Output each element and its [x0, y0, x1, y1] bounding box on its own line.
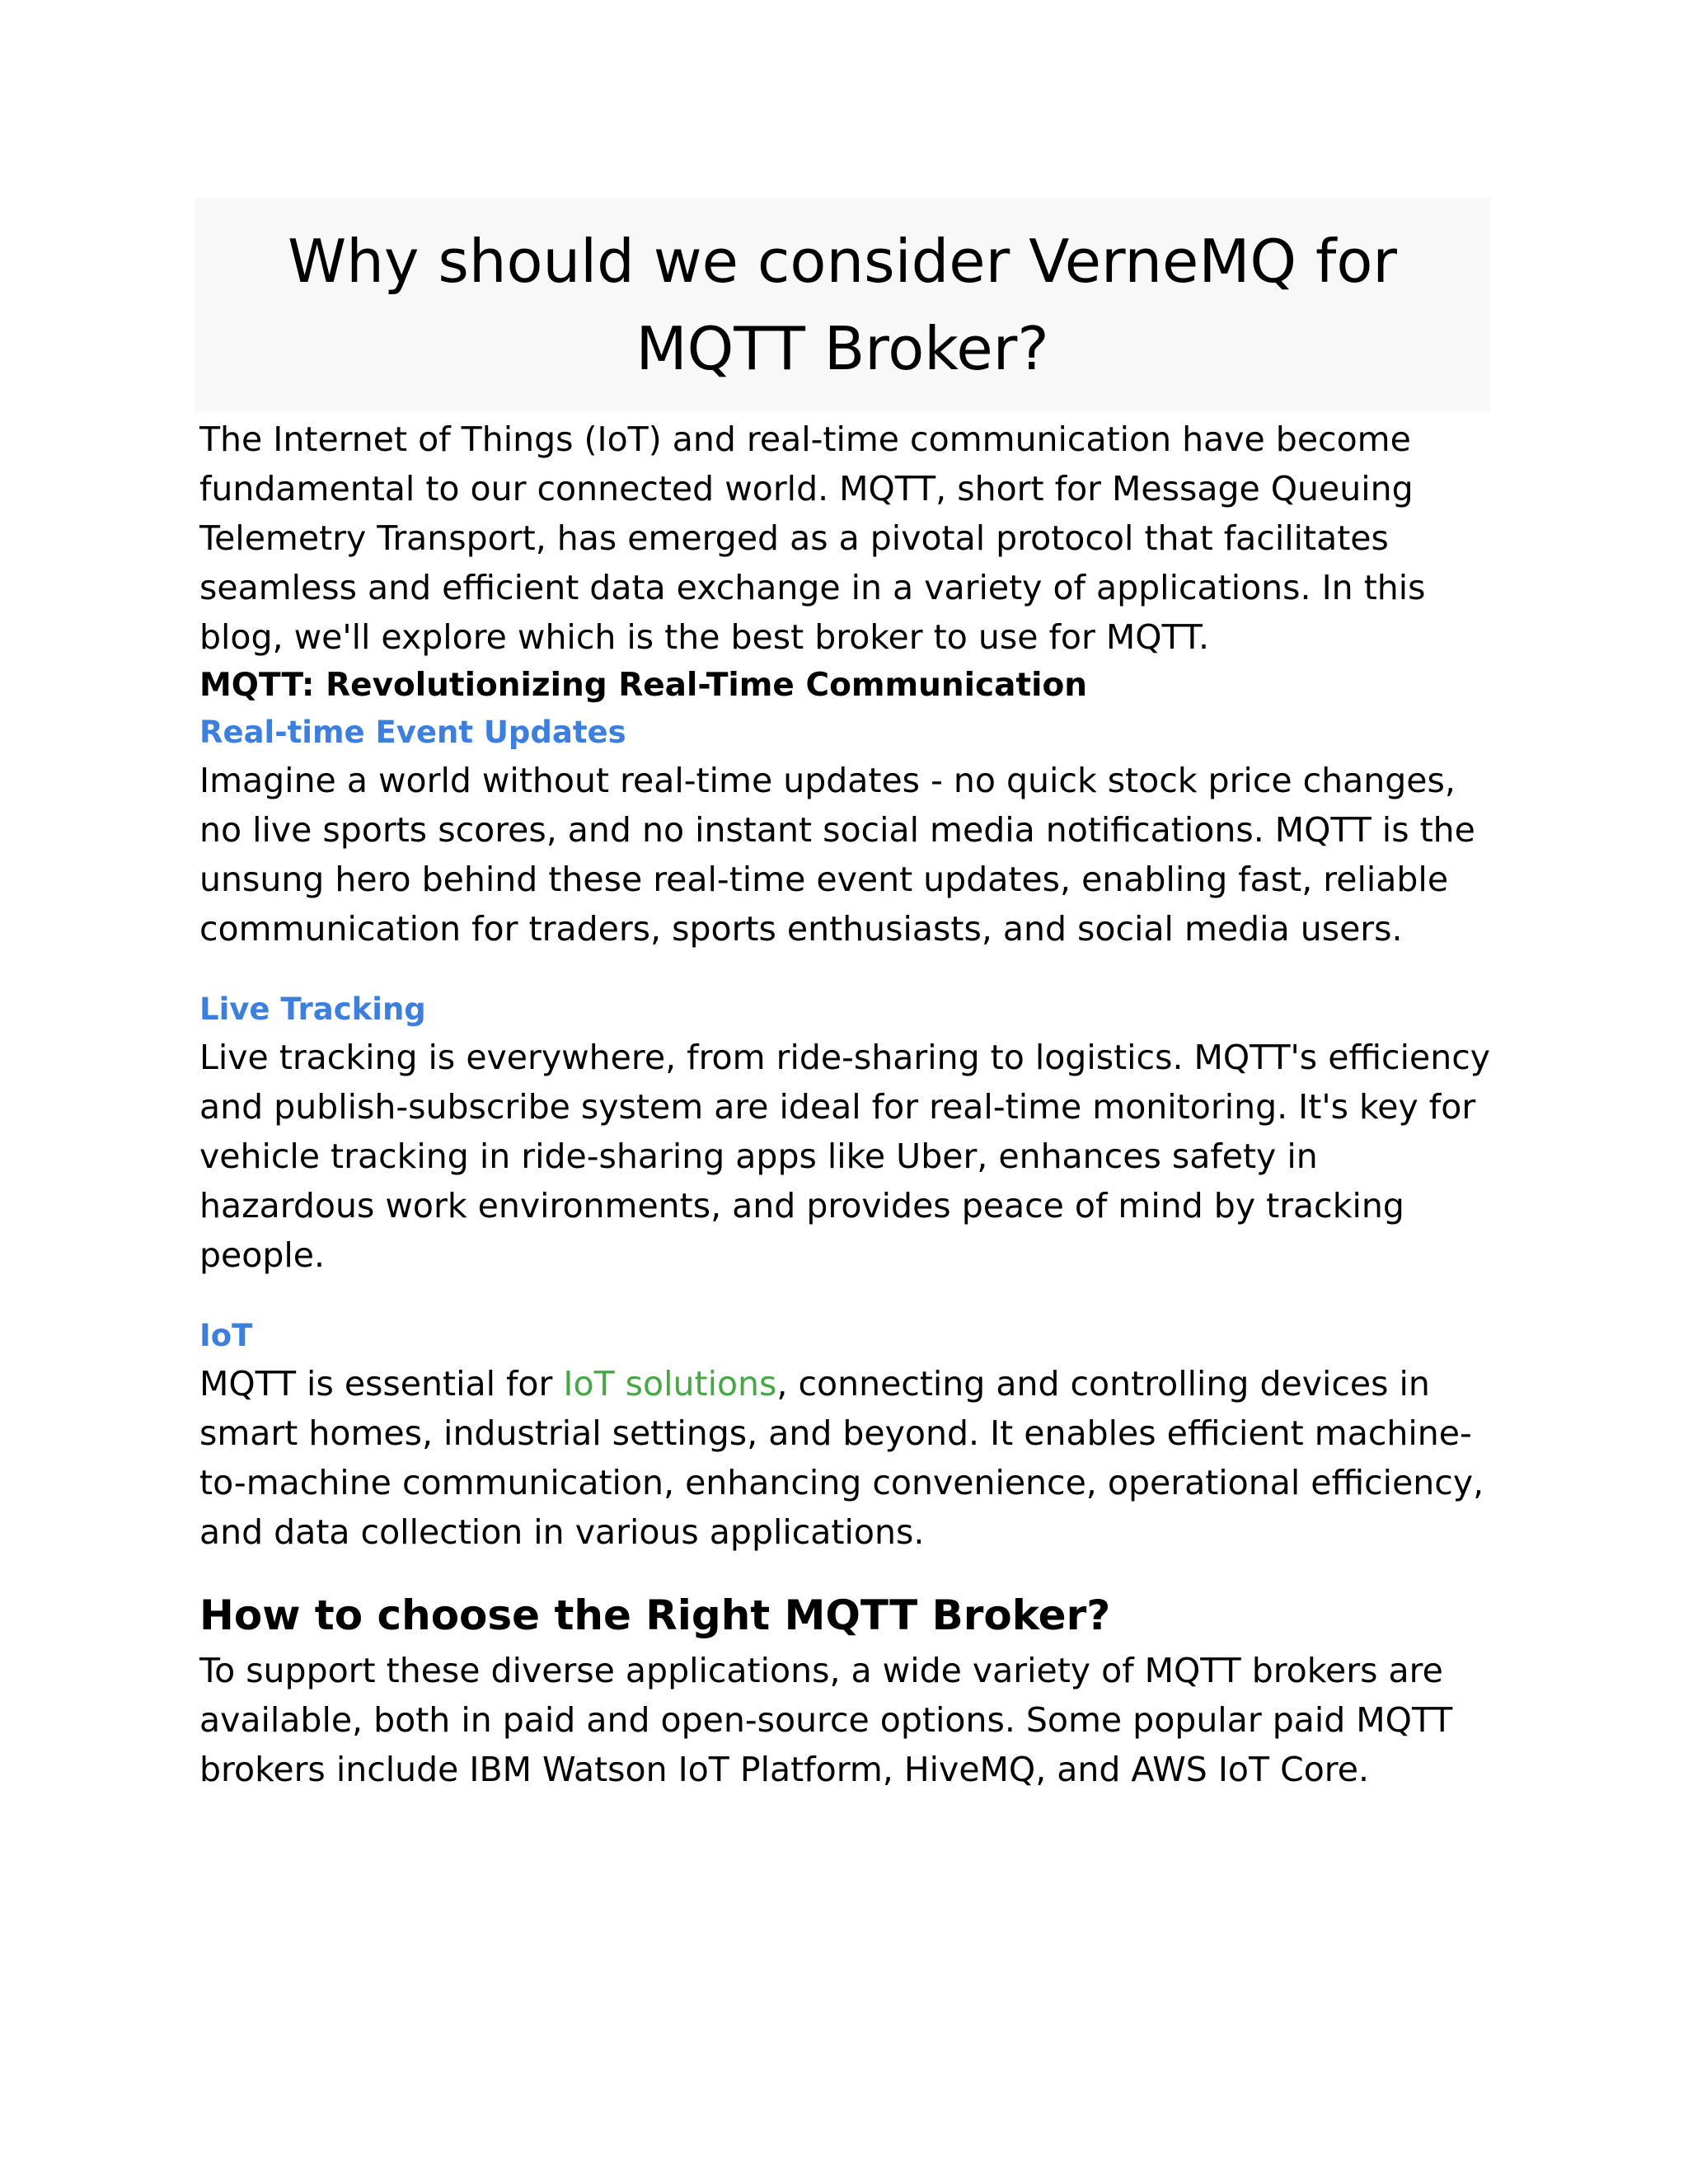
- article-body: [199, 415, 1502, 1794]
- intro-paragraph: The Internet of Things (IoT) and real-time communication have become fundamental to our connected world. MQTT, short for Message Queuing Telemetry Transport, has emerged as a pivotal protocol that facilitates seamless and efficient data exchange in a variety of applications. In this blog, we'll explore which is the best broker to use for MQTT.: [199, 419, 1426, 657]
- iot-text-before: MQTT is essential for: [199, 1364, 564, 1404]
- subheading-realtime-updates: Real-time Event Updates: [199, 715, 626, 750]
- section-heading-mqtt: MQTT: Revolutionizing Real-Time Communication: [199, 667, 1088, 704]
- iot-text-after: , connecting and controlling devices in smart homes, industrial settings, and beyond. It enables efficient machine-to-machine communication, enhancing convenience, operational efficiency, and data collection in various applications.: [199, 1364, 1484, 1552]
- paragraph-choose-broker: To support these diverse applications, a wide variety of MQTT brokers are available, both in paid and open-source options. Some popular paid MQTT brokers include IBM Watson IoT Platform, HiveMQ, and AWS IoT Core.: [199, 1651, 1453, 1789]
- section-heading-choose-broker: How to choose the Right MQTT Broker?: [199, 1591, 1111, 1639]
- paragraph-iot: [199, 1359, 1502, 1557]
- iot-solutions-link[interactable]: IoT solutions: [563, 1364, 777, 1404]
- paragraph-live-tracking: Live tracking is everywhere, from ride-sharing to logistics. MQTT's efficiency and publish-subscribe system are ideal for real-time monitoring. It's key for vehicle tracking in ride-sharing apps like Uber, enhances safety in hazardous work environments, and provides peace of mind by tracking people.: [199, 1038, 1491, 1275]
- title-banner: [195, 198, 1490, 412]
- paragraph-realtime-updates: Imagine a world without real-time updates - no quick stock price changes, no live sports scores, and no instant social media notifications. MQTT is the unsung hero behind these real-time event updates, enabling fast, reliable communication for traders, sports enthusiasts, and social media users.: [199, 761, 1475, 949]
- page-title: Why should we consider VerneMQ for MQTT Broker?: [288, 227, 1397, 383]
- subheading-iot: IoT: [199, 1318, 253, 1353]
- subheading-live-tracking: Live Tracking: [199, 991, 426, 1027]
